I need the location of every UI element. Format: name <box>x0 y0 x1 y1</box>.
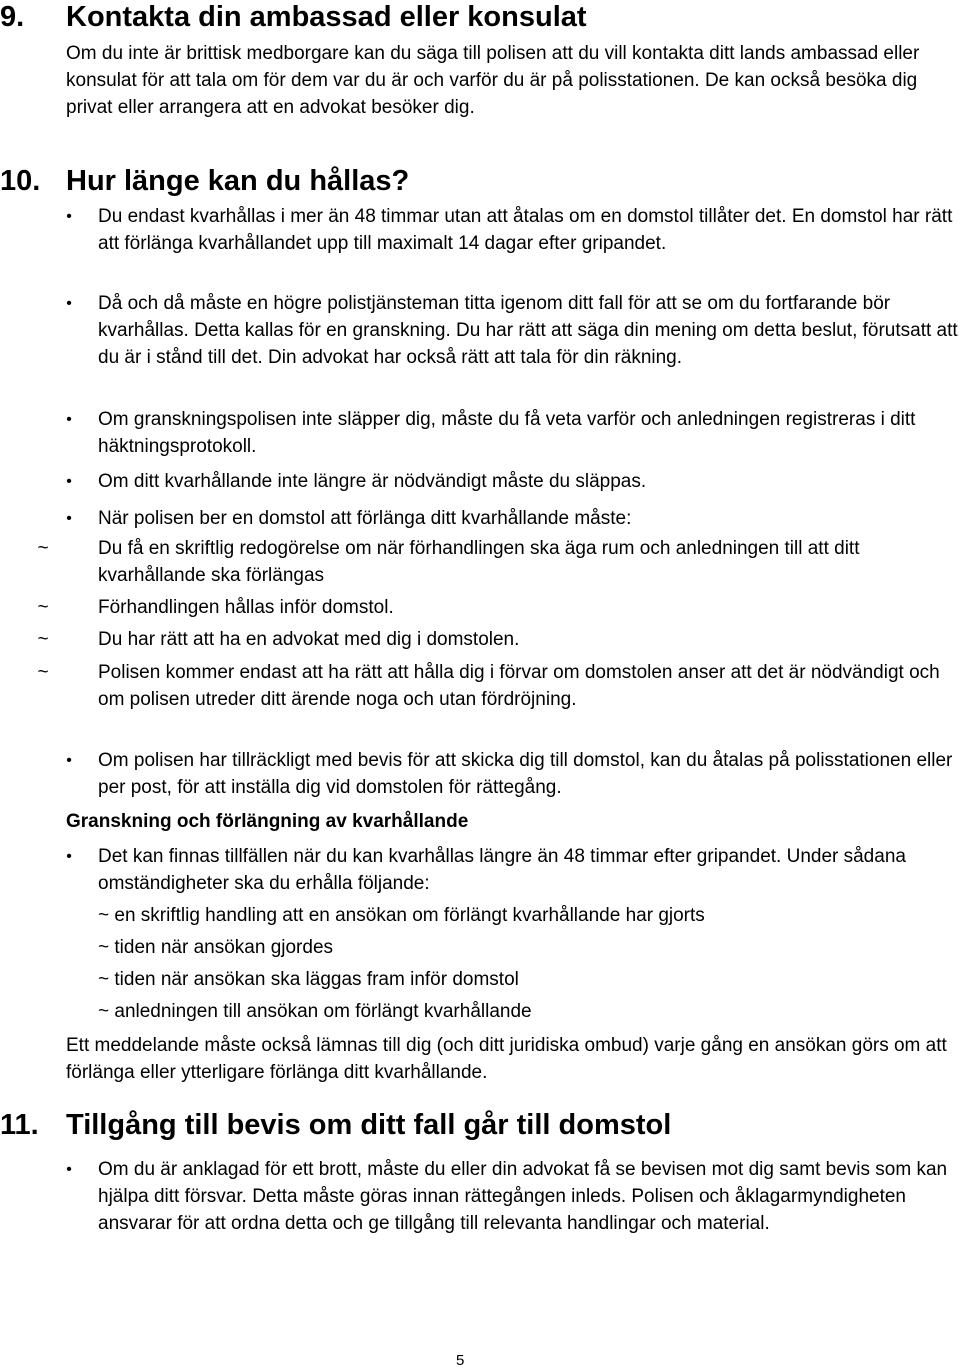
bullet-icon: • <box>66 510 72 527</box>
page-number: 5 <box>456 1352 465 1369</box>
subheading: Granskning och förlängning av kvarhållande <box>66 811 469 832</box>
tilde-text: Du få en skriftlig redogörelse om när förhandlingen ska äga rum och anledningen till att ditt kvarhållande ska förlängas <box>98 538 860 587</box>
bullet-text: Om ditt kvarhållande inte längre är nödvändigt måste du släppas. <box>98 471 647 492</box>
section-number: 11. <box>0 1109 39 1141</box>
bullet-text: Om polisen har tillräckligt med bevis för att skicka dig till domstol, kan du åtalas på polisstationen eller per post, för att inställa dig vid domstolen för rättegång. <box>98 750 953 799</box>
bullet-icon: • <box>66 1161 72 1178</box>
bullet-text: Du endast kvarhållas i mer än 48 timmar utan att åtalas om en domstol tillåter det. En domstol har rätt att förlänga kvarhållandet upp till maximalt 14 dagar efter gripandet. <box>98 206 953 255</box>
bullet-text: När polisen ber en domstol att förlänga ditt kvarhållande måste: <box>98 508 632 529</box>
bullet-icon: • <box>66 411 72 428</box>
section-title: Tillgång till bevis om ditt fall går till domstol <box>66 1109 672 1141</box>
section-number: 9. <box>0 1 25 33</box>
tilde-icon: ~ <box>37 538 49 559</box>
bullet-text: Då och då måste en högre polistjänsteman titta igenom ditt fall för att se om du fortfarande bör kvarhållas. Detta kallas för en granskning. Du har rätt att säga din mening om detta beslut, förutsatt att du är i stånd till det. Din advokat har också rätt att tala för din räkning. <box>98 293 958 369</box>
bullet-icon: • <box>66 208 72 225</box>
section-10-heading <box>0 165 410 197</box>
bullet-icon: • <box>66 848 72 865</box>
tilde-icon: ~ <box>37 597 49 618</box>
tilde-text: Polisen kommer endast att ha rätt att hålla dig i förvar om domstolen anser att det är nödvändigt och om polisen utreder ditt ärende noga och utan fördröjning. <box>98 662 940 711</box>
bullet-icon: • <box>66 473 72 490</box>
bullet-text: Det kan finnas tillfällen när du kan kvarhållas längre än 48 timmar efter gripandet. Under sådana omständigheter ska du erhålla följande: <box>98 846 906 895</box>
section-9-heading <box>0 1 587 33</box>
tilde-icon: ~ <box>37 629 49 650</box>
section-10-closing-paragraph: Ett meddelande måste också lämnas till dig (och ditt juridiska ombud) varje gång en ansökan görs om att förlänga eller ytterligare förlänga ditt kvarhållande. <box>66 1035 947 1084</box>
bullet-text: Om granskningspolisen inte släpper dig, måste du få veta varför och anledningen registreras i ditt häktningsprotokoll. <box>98 409 916 458</box>
section-title: Kontakta din ambassad eller konsulat <box>66 1 587 33</box>
list-line: ~ tiden när ansökan ska läggas fram inför domstol <box>98 969 519 990</box>
bullet-icon: • <box>66 752 72 769</box>
section-9-paragraph: Om du inte är brittisk medborgare kan du säga till polisen att du vill kontakta ditt lands ambassad eller konsulat för att tala om för dem var du är och varför du är på polisstationen. De kan också besöka dig privat eller arrangera att en advokat besöker dig. <box>66 43 920 119</box>
tilde-text: Du har rätt att ha en advokat med dig i domstolen. <box>98 629 520 650</box>
tilde-text: Förhandlingen hållas inför domstol. <box>98 597 394 618</box>
bullet-text: Om du är anklagad för ett brott, måste du eller din advokat få se bevisen mot dig samt bevis som kan hjälpa ditt försvar. Detta måste göras innan rättegången inleds. Polisen och åklagarmyndigheten ansvarar för att ordna detta och ge tillgång till relevanta handlingar och material. <box>98 1159 948 1235</box>
bullet-icon: • <box>66 295 72 312</box>
list-line: ~ en skriftlig handling att en ansökan om förlängt kvarhållande har gjorts <box>98 905 705 926</box>
section-title: Hur länge kan du hållas? <box>66 165 410 197</box>
tilde-icon: ~ <box>37 662 49 683</box>
section-11-heading <box>0 1109 672 1141</box>
list-line: ~ anledningen till ansökan om förlängt kvarhållande <box>98 1001 532 1022</box>
list-line: ~ tiden när ansökan gjordes <box>98 937 334 958</box>
section-number: 10. <box>0 165 41 197</box>
